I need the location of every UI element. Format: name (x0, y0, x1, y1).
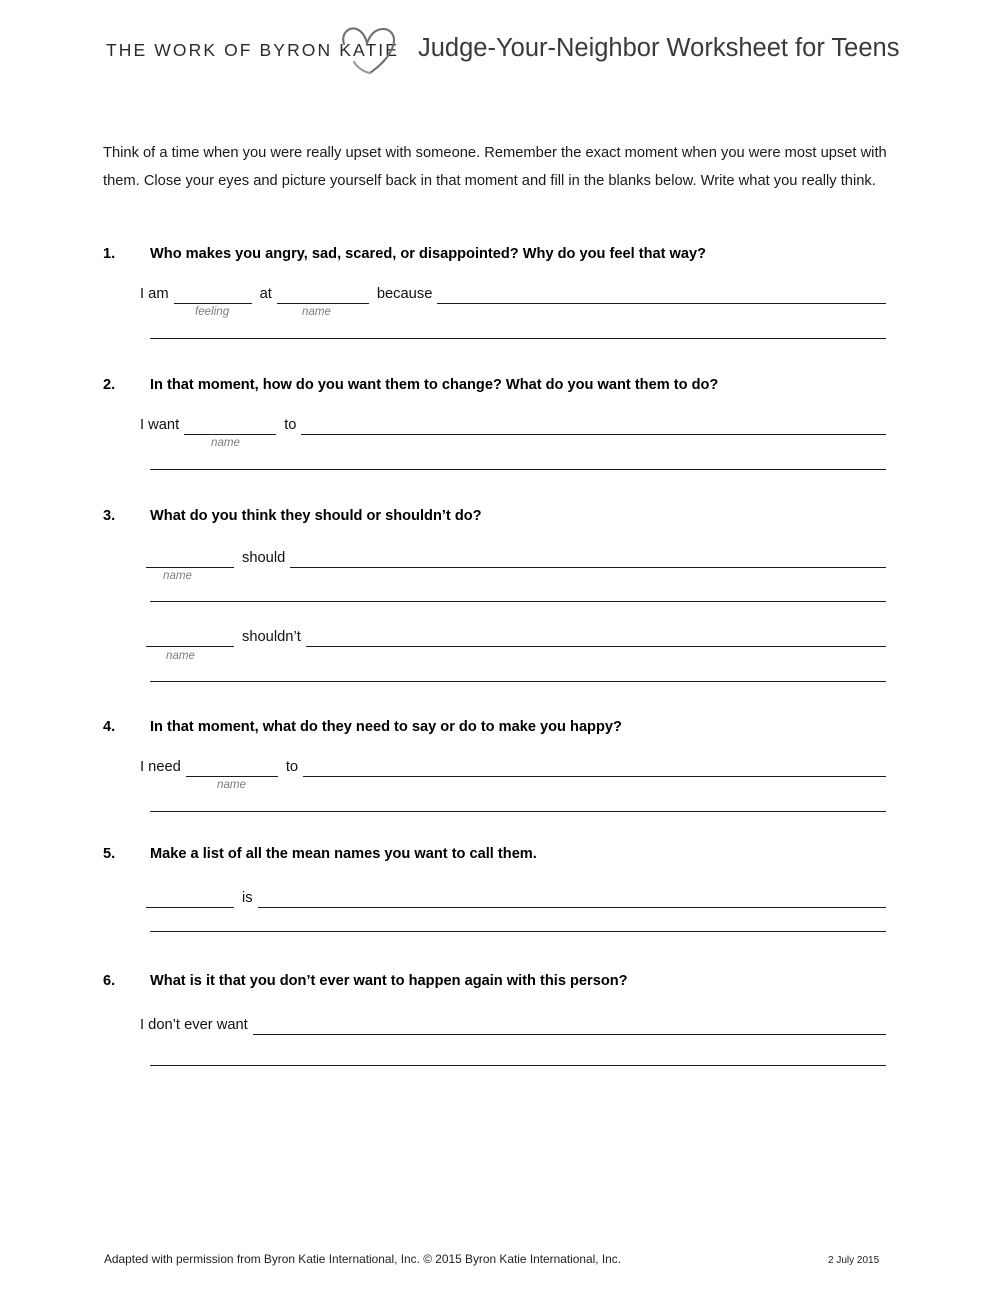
question-4-heading (0, 719, 1000, 741)
question-block-1 (0, 246, 1000, 318)
question-1-feeling-sublabel: feeling (195, 305, 230, 318)
question-1-continuation-line[interactable] (150, 338, 886, 339)
page-header (0, 34, 1000, 86)
intro-paragraph: Think of a time when you were really upset with someone. Remember the exact moment when you were most upset with them. Close your eyes and picture yourself back in that moment and fill in the blanks below. Write what you really think. (103, 145, 887, 189)
question-3-shouldnt-text: shouldn’t (242, 629, 301, 645)
question-3-heading (0, 508, 1000, 530)
question-5-mid-text: is (242, 890, 253, 906)
question-3-should-row (146, 548, 886, 568)
question-2-mid-text: to (284, 417, 297, 433)
question-4-need-blank[interactable] (303, 761, 886, 777)
question-4-name-blank[interactable] (186, 761, 278, 777)
question-6-answer-blank[interactable] (253, 1019, 886, 1035)
question-6-prompt: What is it that you don’t ever want to happen again with this person? (150, 973, 628, 989)
question-3-shouldnt-name-blank[interactable] (146, 631, 234, 647)
question-1-answer-row (140, 284, 886, 304)
question-3-should-name-blank[interactable] (146, 552, 234, 568)
question-4-answer-row (140, 757, 886, 777)
question-4-name-sublabel: name (217, 778, 247, 791)
question-2-lead-text: I want (140, 417, 180, 433)
question-block-5 (0, 846, 1000, 906)
question-2-answer-row (140, 415, 886, 435)
question-block-4 (0, 719, 1000, 791)
footer-date: 2 July 2015 (828, 1255, 880, 1266)
question-4-mid-text: to (285, 759, 299, 775)
question-block-2 (0, 377, 1000, 449)
question-5-name-blank[interactable] (146, 892, 234, 908)
page-title: Judge-Your-Neighbor Worksheet for Teens (418, 34, 900, 62)
question-5-answer-row (146, 888, 886, 908)
question-2-number: 2. (103, 377, 116, 393)
question-6-lead-text: I don’t ever want (140, 1017, 248, 1033)
question-1-name-blank[interactable] (277, 288, 369, 304)
question-5-prompt: Make a list of all the mean names you want to call them. (150, 846, 537, 862)
question-3-prompt: What do you think they should or shouldn’t do? (150, 508, 482, 524)
question-1-prompt: Who makes you angry, sad, scared, or disappointed? Why do you feel that way? (150, 246, 707, 262)
question-5-heading (0, 846, 1000, 868)
question-6-answer-row (140, 1015, 886, 1035)
question-5-description-blank[interactable] (258, 892, 886, 908)
question-2-name-sublabel: name (211, 436, 241, 449)
question-1-name-sublabel: name (302, 305, 332, 318)
brand-name: THE WORK OF BYRON KATIE (106, 40, 399, 60)
question-5-continuation-line[interactable] (150, 931, 886, 932)
question-3-shouldnt-sublabel: name (166, 649, 196, 662)
question-2-action-blank[interactable] (301, 419, 886, 435)
question-6-number: 6. (103, 973, 116, 989)
question-4-lead-text: I need (140, 759, 181, 775)
question-3-should-blank[interactable] (290, 552, 886, 568)
footer-credit: Adapted with permission from Byron Katie International, Inc. © 2015 Byron Katie International, Inc. (104, 1252, 622, 1266)
question-3-shouldnt-blank[interactable] (306, 631, 886, 647)
question-4-continuation-line[interactable] (150, 811, 886, 812)
question-1-because-blank[interactable] (437, 288, 886, 304)
question-6-continuation-line[interactable] (150, 1065, 886, 1066)
question-4-prompt: In that moment, what do they need to say or do to make you happy? (150, 719, 622, 735)
question-5-number: 5. (103, 846, 116, 862)
question-3-should-continuation-line[interactable] (150, 601, 886, 602)
question-3-should-text: should (242, 550, 286, 566)
question-3-shouldnt-row (146, 627, 886, 647)
question-1-lead-text: I am (140, 286, 169, 302)
question-2-continuation-line[interactable] (150, 469, 886, 470)
question-2-heading (0, 377, 1000, 399)
question-6-heading (0, 973, 1000, 995)
question-1-heading (0, 246, 1000, 268)
question-3-should-sublabel: name (163, 569, 193, 582)
question-3-shouldnt-continuation-line[interactable] (150, 681, 886, 682)
question-2-name-blank[interactable] (184, 419, 276, 435)
question-3-number: 3. (103, 508, 116, 524)
question-block-6 (0, 973, 1000, 1033)
question-block-3 (0, 508, 1000, 662)
question-1-number: 1. (103, 246, 116, 262)
question-1-mid-text: at (259, 286, 272, 302)
question-2-prompt: In that moment, how do you want them to change? What do you want them to do? (150, 377, 719, 393)
heart-swirl-logo-icon (338, 22, 400, 78)
question-1-feeling-blank[interactable] (174, 288, 252, 304)
question-4-number: 4. (103, 719, 116, 735)
question-1-tail-text: because (376, 286, 433, 302)
